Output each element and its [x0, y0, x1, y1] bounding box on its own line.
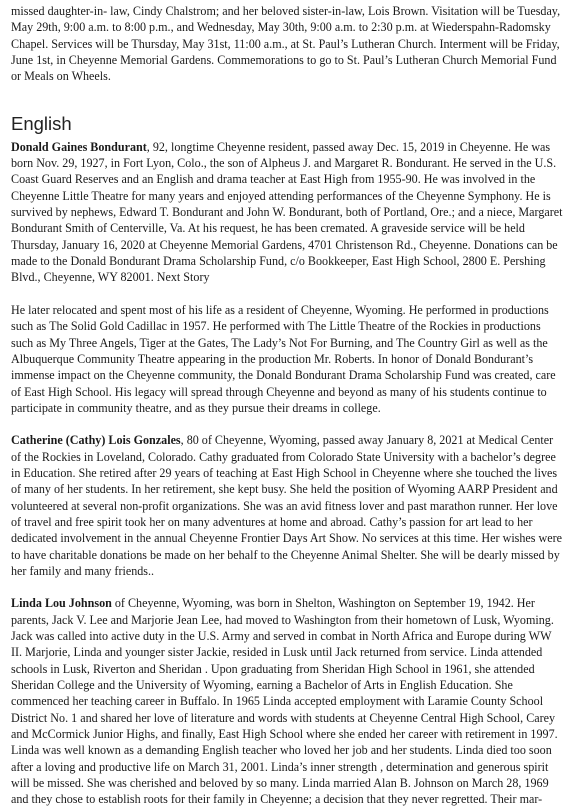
paragraph-gap: [11, 579, 563, 595]
obituary-text: of Cheyenne, Wyoming, was born in Shelton, Washington on September 19, 1942. Her parents, Jack V. Lee and Marjorie Jean Lee, had moved to Washington from their hometown of Lusk, Wyoming. Jack was called into active duty in the U.S. Army and served in combat in North Africa and Europe during WW II. Marjorie, Linda and younger sister Jackie, resided in Lusk until Jack returned from service. Linda attended schools in Lusk, Riverton and Sheridan . Upon graduating from Sheridan High School in 1961, she attended Sheridan College and the University of Wyoming, earning a Bachelor of Arts in English Education. She commenced her teaching career in Buffalo. In 1965 Linda accepted employment with Laramie County School District No. 1 and shared her love of literature and words with students at Cheyenne Central High School, Carey and McCormick Junior Highs, and finally, East High School where she ended her career with retirement in 1997. Linda was well known as a demanding English teacher who loved her job and her students. Linda died too soon after a loving and productive life on March 31, 2001. Linda’s inner strength , determination and generous spirit will be missed. She was cherished and beloved by so many. Linda married Alan B. Johnson on March 28, 1969 and they chose to establish roots for their family in Cheyenne; a decision that they never regretted. Their mar-: [11, 596, 558, 807]
obituary-johnson: [11, 595, 563, 807]
obituary-bondurant-continuation: He later relocated and spent most of his life as a resident of Cheyenne, Wyoming. He performed in productions such as The Solid Gold Cadillac in 1957. He performed with The Little Theatre of the Rockies in productions such as My Three Angels, Tiger at the Gates, The Lady’s Not For Burning, and The Country Girl as well as the Albuquerque Community Theatre appearing in the production Mr. Roberts. In honor of Donald Bondurant’s immense impact on the Cheyenne community, the Donald Bondurant Drama Scholarship Fund was created, care of East High School. His legacy will spread through Cheyenne and beyond as many of his students continue to participate in community theatre, and as they pursue their dreams in college.: [11, 302, 556, 415]
obituary-name: Linda Lou Johnson: [11, 596, 112, 611]
obituary-name: Catherine (Cathy) Lois Gonzales: [11, 433, 181, 448]
paragraph-gap: [11, 286, 563, 302]
section-heading: English: [11, 112, 72, 134]
document-page: [11, 0, 563, 808]
obituary-name: Donald Gaines Bondurant: [11, 139, 147, 154]
obituary-text: , 80 of Cheyenne, Wyoming, passed away January 8, 2021 at Medical Center of the Rockies in Loveland, Colorado. Cathy graduated from Colorado State University with a bachelor’s degree in Education. She retired after 29 years of teaching at East High School in Cheyenne where she touched the lives of many of her students. In her retirement, she kept busy. She held the position of Wyoming AARP President and volunteered at several non-profit organizations. She was an avid fitness lover and past marathon runner. Her love of travel and free spirit took her on many adventures at home and abroad. Cathy’s passion for art lead to her dedicated involvement in the annual Cheyenne Frontier Days Art Show. No services at this time. Her wishes were to have charitable donations be made on her behalf to the Cheyenne Animal Shelter. She will be dearly missed by her family and many friends..: [11, 433, 563, 578]
intro-paragraph: missed daughter-in- law, Cindy Chalstrom; and her beloved sister-in-law, Lois Brown. Visitation will be Tuesday, May 29th, 9:00 a.m. to 8:00 p.m., and Wednesday, May 30th, 9:00 a.m. to 2:30 p.m. at Wiederspahn-Radomsky Chapel. Services will be Thursday, May 31st, 11:00 a.m., at St. Paul’s Lutheran Church. Interment will be Friday, June 1st, in Cheyenne Memorial Gardens. Commemorations to go to St. Paul’s Lutheran Church Memorial Fund or Meals on Wheels.: [11, 4, 561, 84]
obituary-gonzales: [11, 432, 563, 579]
paragraph-gap: [11, 416, 563, 432]
obituary-text: , 92, longtime Cheyenne resident, passed away Dec. 15, 2019 in Cheyenne. He was born Nov. 29, 1927, in Fort Lyon, Colo., the son of Alpheus J. and Margaret R. Bondurant. He served in the U.S. Coast Guard Reserves and an English and drama teacher at East High from 1955-90. He was involved in the Cheyenne Little Theatre for many years and enjoyed attending performances of the Cheyenne Symphony. He is survived by nephews, Edward T. Bondurant and John W. Bondurant, both of Portland, Ore.; and a niece, Margaret Bondurant Smith of Centerville, Va. At his request, he has been cremated. A graveside service will be held Thursday, January 16, 2020 at Cheyenne Memorial Gardens, 4701 Christenson Rd., Cheyenne. Donations can be made to the Donald Bondurant Drama Scholarship Fund, c/o Bookkeeper, East High School, 2800 E. Pershing Blvd., Cheyenne, WY 82001. Next Story: [11, 139, 563, 285]
obituary-bondurant: [11, 139, 563, 286]
